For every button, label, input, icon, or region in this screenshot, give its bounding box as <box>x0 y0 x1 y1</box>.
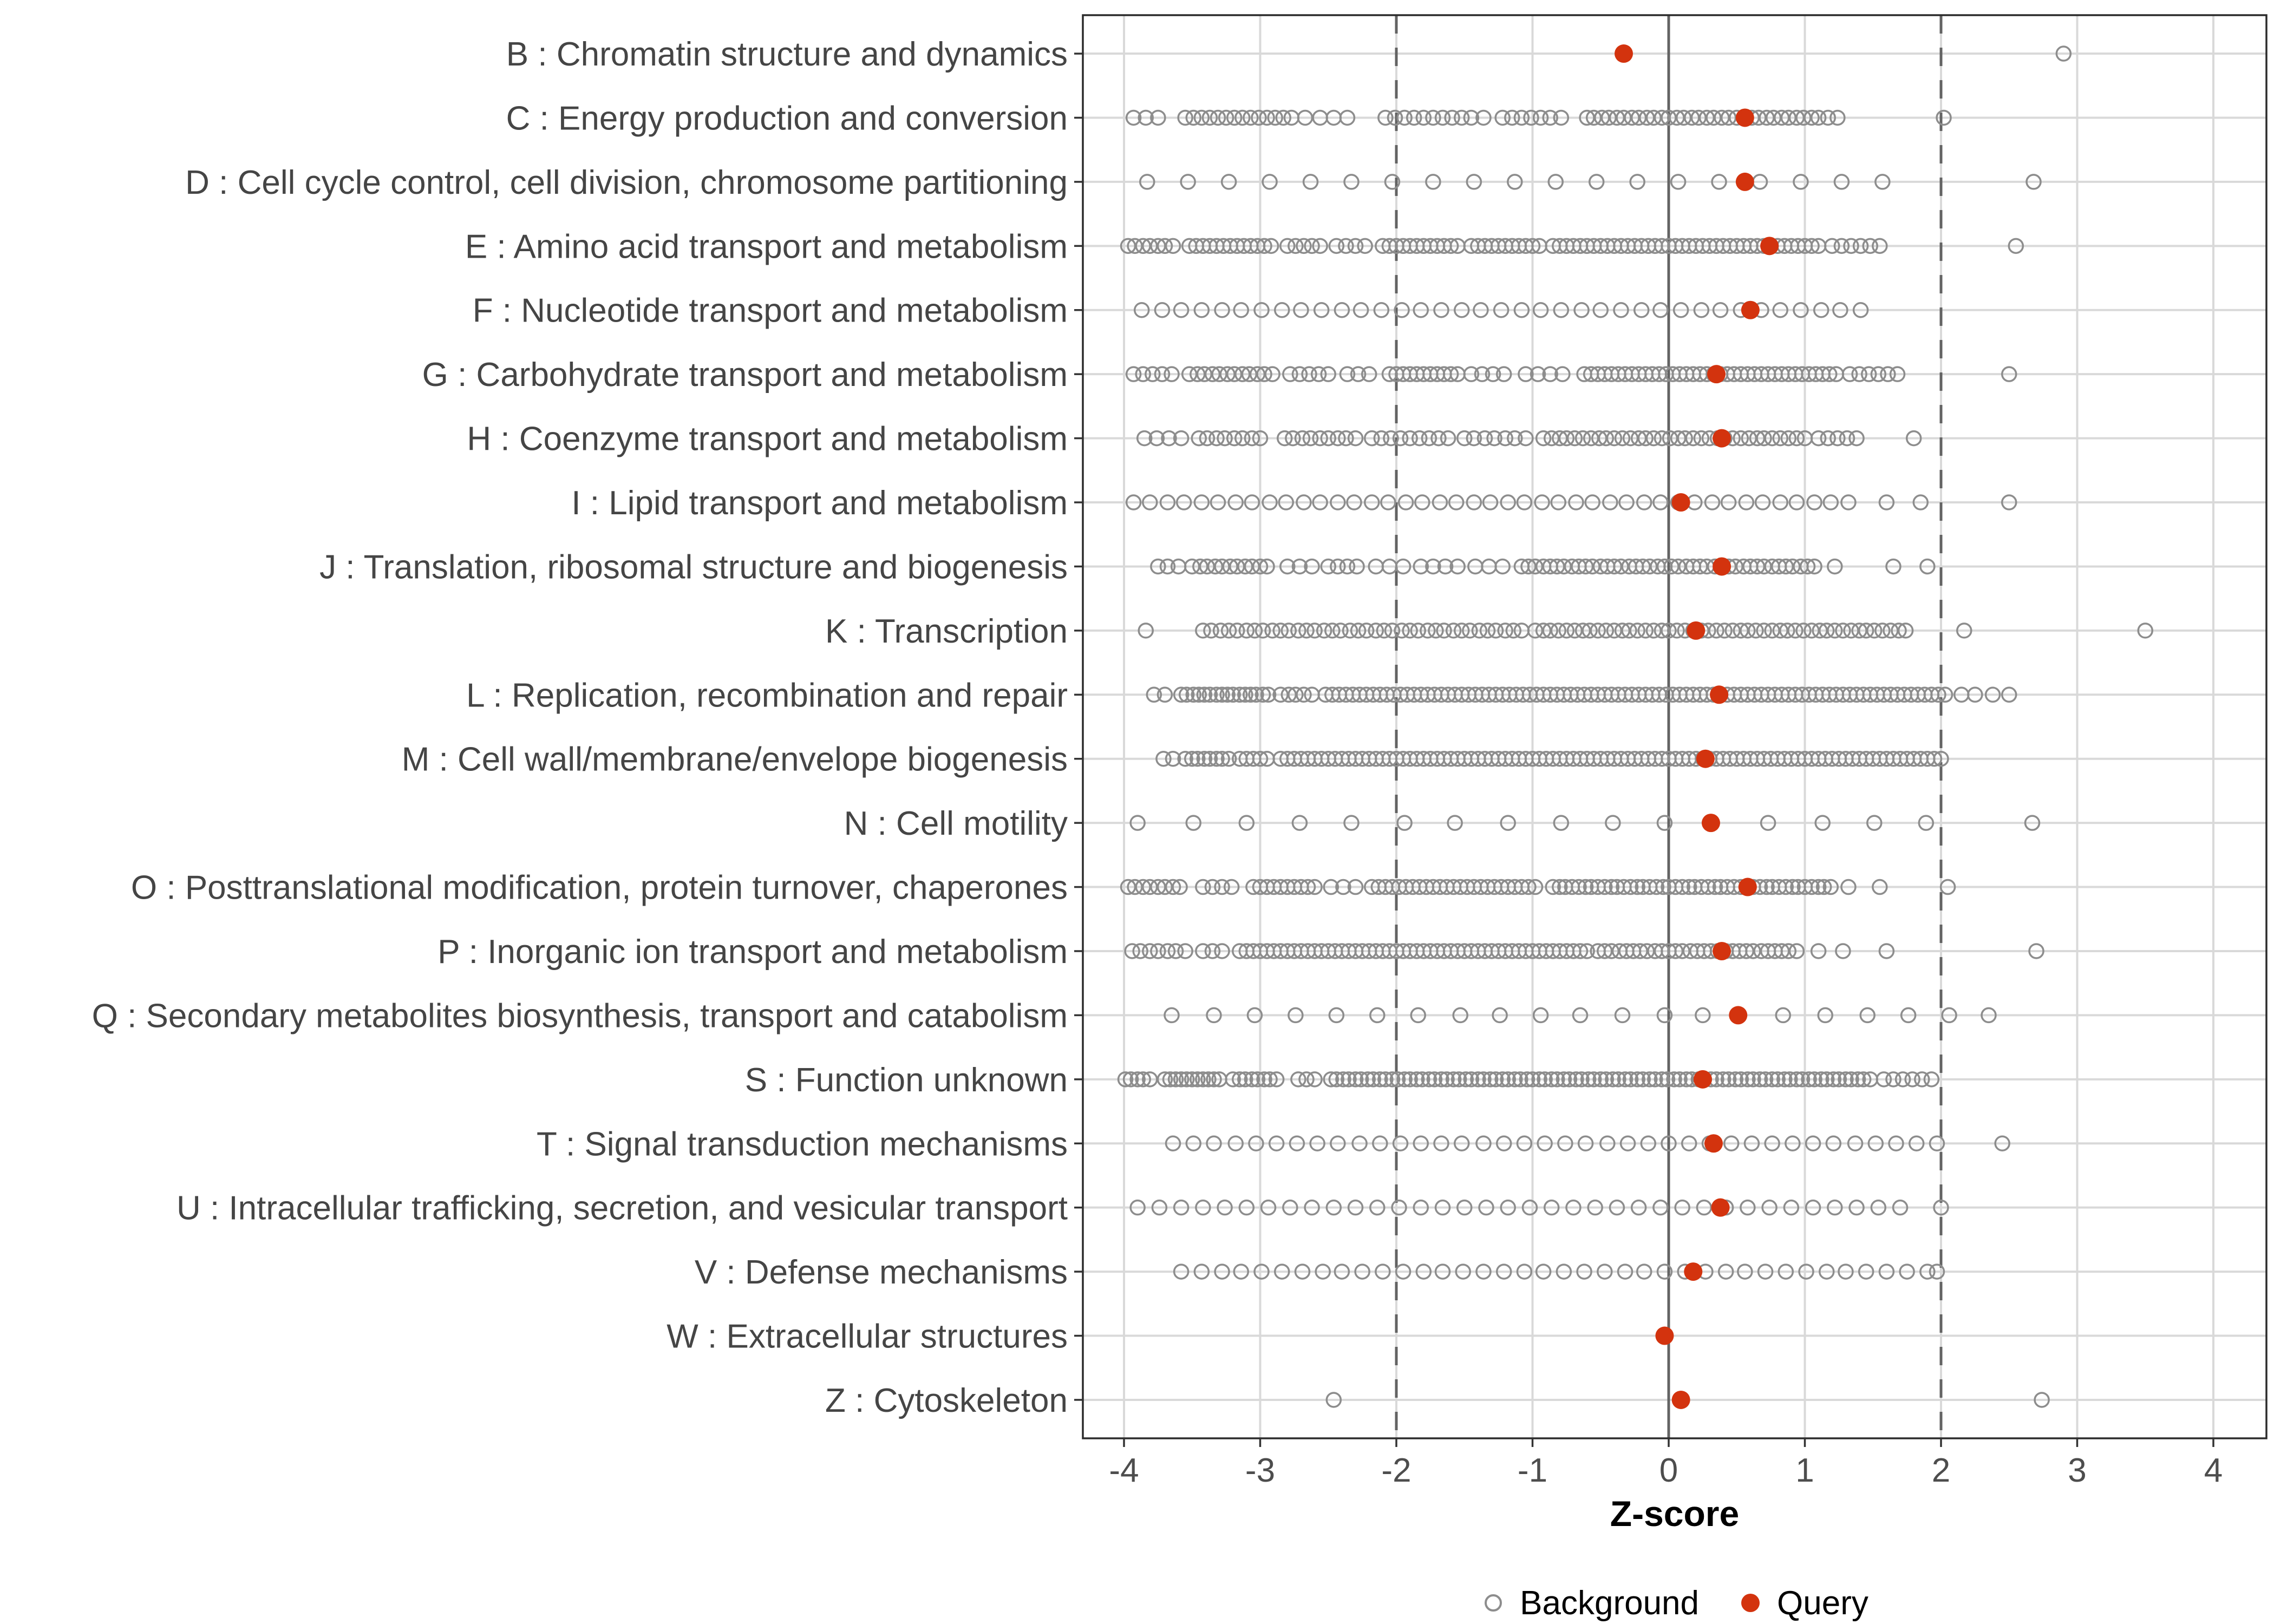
background-points <box>1119 47 2153 1407</box>
query-point <box>1741 301 1760 319</box>
x-tick-label: -2 <box>1381 1452 1412 1489</box>
category-label: N : Cell motility <box>844 805 1068 843</box>
query-point <box>1687 621 1705 640</box>
x-tick-label: 2 <box>1931 1452 1951 1489</box>
query-point <box>1702 814 1720 832</box>
query-point <box>1694 1070 1712 1089</box>
category-label: Z : Cytoskeleton <box>825 1381 1068 1419</box>
category-label: G : Carbohydrate transport and metabolism <box>422 356 1068 394</box>
legend-label-query: Query <box>1777 1584 1868 1622</box>
legend-item-background <box>1481 1584 1699 1622</box>
query-point <box>1713 557 1731 575</box>
category-label: L : Replication, recombination and repair <box>466 677 1068 715</box>
reference-lines <box>1396 15 1941 1438</box>
x-tick-label: -4 <box>1109 1452 1139 1489</box>
query-point <box>1710 685 1728 704</box>
category-label: I : Lipid transport and metabolism <box>571 484 1068 522</box>
legend-item-query <box>1738 1584 1868 1622</box>
category-label: V : Defense mechanisms <box>694 1254 1068 1292</box>
query-point <box>1684 1262 1702 1281</box>
category-label: O : Posttranslational modification, protein turnover, chaperones <box>130 869 1068 907</box>
category-label: J : Translation, ribosomal structure and biogenesis <box>319 548 1068 586</box>
open-circle-icon <box>1481 1590 1506 1615</box>
category-label: W : Extracellular structures <box>666 1318 1068 1355</box>
query-point <box>1729 1006 1747 1024</box>
category-label: K : Transcription <box>825 612 1068 650</box>
category-label: P : Inorganic ion transport and metabolism <box>437 933 1068 971</box>
query-point <box>1672 1391 1690 1409</box>
query-point <box>1707 365 1726 383</box>
query-point <box>1736 108 1754 127</box>
query-point <box>1672 493 1690 512</box>
legend-label-background: Background <box>1520 1584 1700 1622</box>
query-point <box>1711 1199 1730 1217</box>
category-label: M : Cell wall/membrane/envelope biogenesis <box>401 741 1068 778</box>
x-tick-label: 1 <box>1795 1452 1814 1489</box>
category-label: H : Coenzyme transport and metabolism <box>467 420 1068 458</box>
x-tick-label: 3 <box>2068 1452 2087 1489</box>
category-label: S : Function unknown <box>744 1061 1068 1099</box>
legend <box>1083 1579 2266 1624</box>
x-tick-label: 4 <box>2204 1452 2223 1489</box>
query-point <box>1713 942 1731 960</box>
query-point <box>1696 750 1715 768</box>
query-point <box>1760 237 1779 255</box>
category-label: U : Intracellular trafficking, secretion, and vesicular transport <box>176 1189 1068 1227</box>
query-point <box>1739 878 1757 896</box>
query-point <box>1615 44 1633 63</box>
category-label: C : Energy production and conversion <box>506 100 1068 137</box>
x-axis-title: Z-score <box>1610 1494 1740 1534</box>
category-label: D : Cell cycle control, cell division, chromosome partitioning <box>185 163 1068 201</box>
category-label: T : Signal transduction mechanisms <box>537 1125 1068 1163</box>
x-tick-label: 0 <box>1659 1452 1678 1489</box>
category-label: F : Nucleotide transport and metabolism <box>472 292 1068 330</box>
x-tick-label: -1 <box>1517 1452 1548 1489</box>
category-label: E : Amino acid transport and metabolism <box>465 228 1068 266</box>
query-point <box>1655 1327 1674 1345</box>
gridlines <box>1083 15 2266 1438</box>
query-point <box>1736 173 1754 191</box>
query-point <box>1704 1134 1723 1152</box>
query-point <box>1713 429 1731 448</box>
category-label: Q : Secondary metabolites biosynthesis, transport and catabolism <box>92 997 1068 1035</box>
filled-circle-icon <box>1738 1590 1763 1615</box>
category-label: B : Chromatin structure and dynamics <box>506 36 1068 74</box>
x-tick-label: -3 <box>1245 1452 1276 1489</box>
